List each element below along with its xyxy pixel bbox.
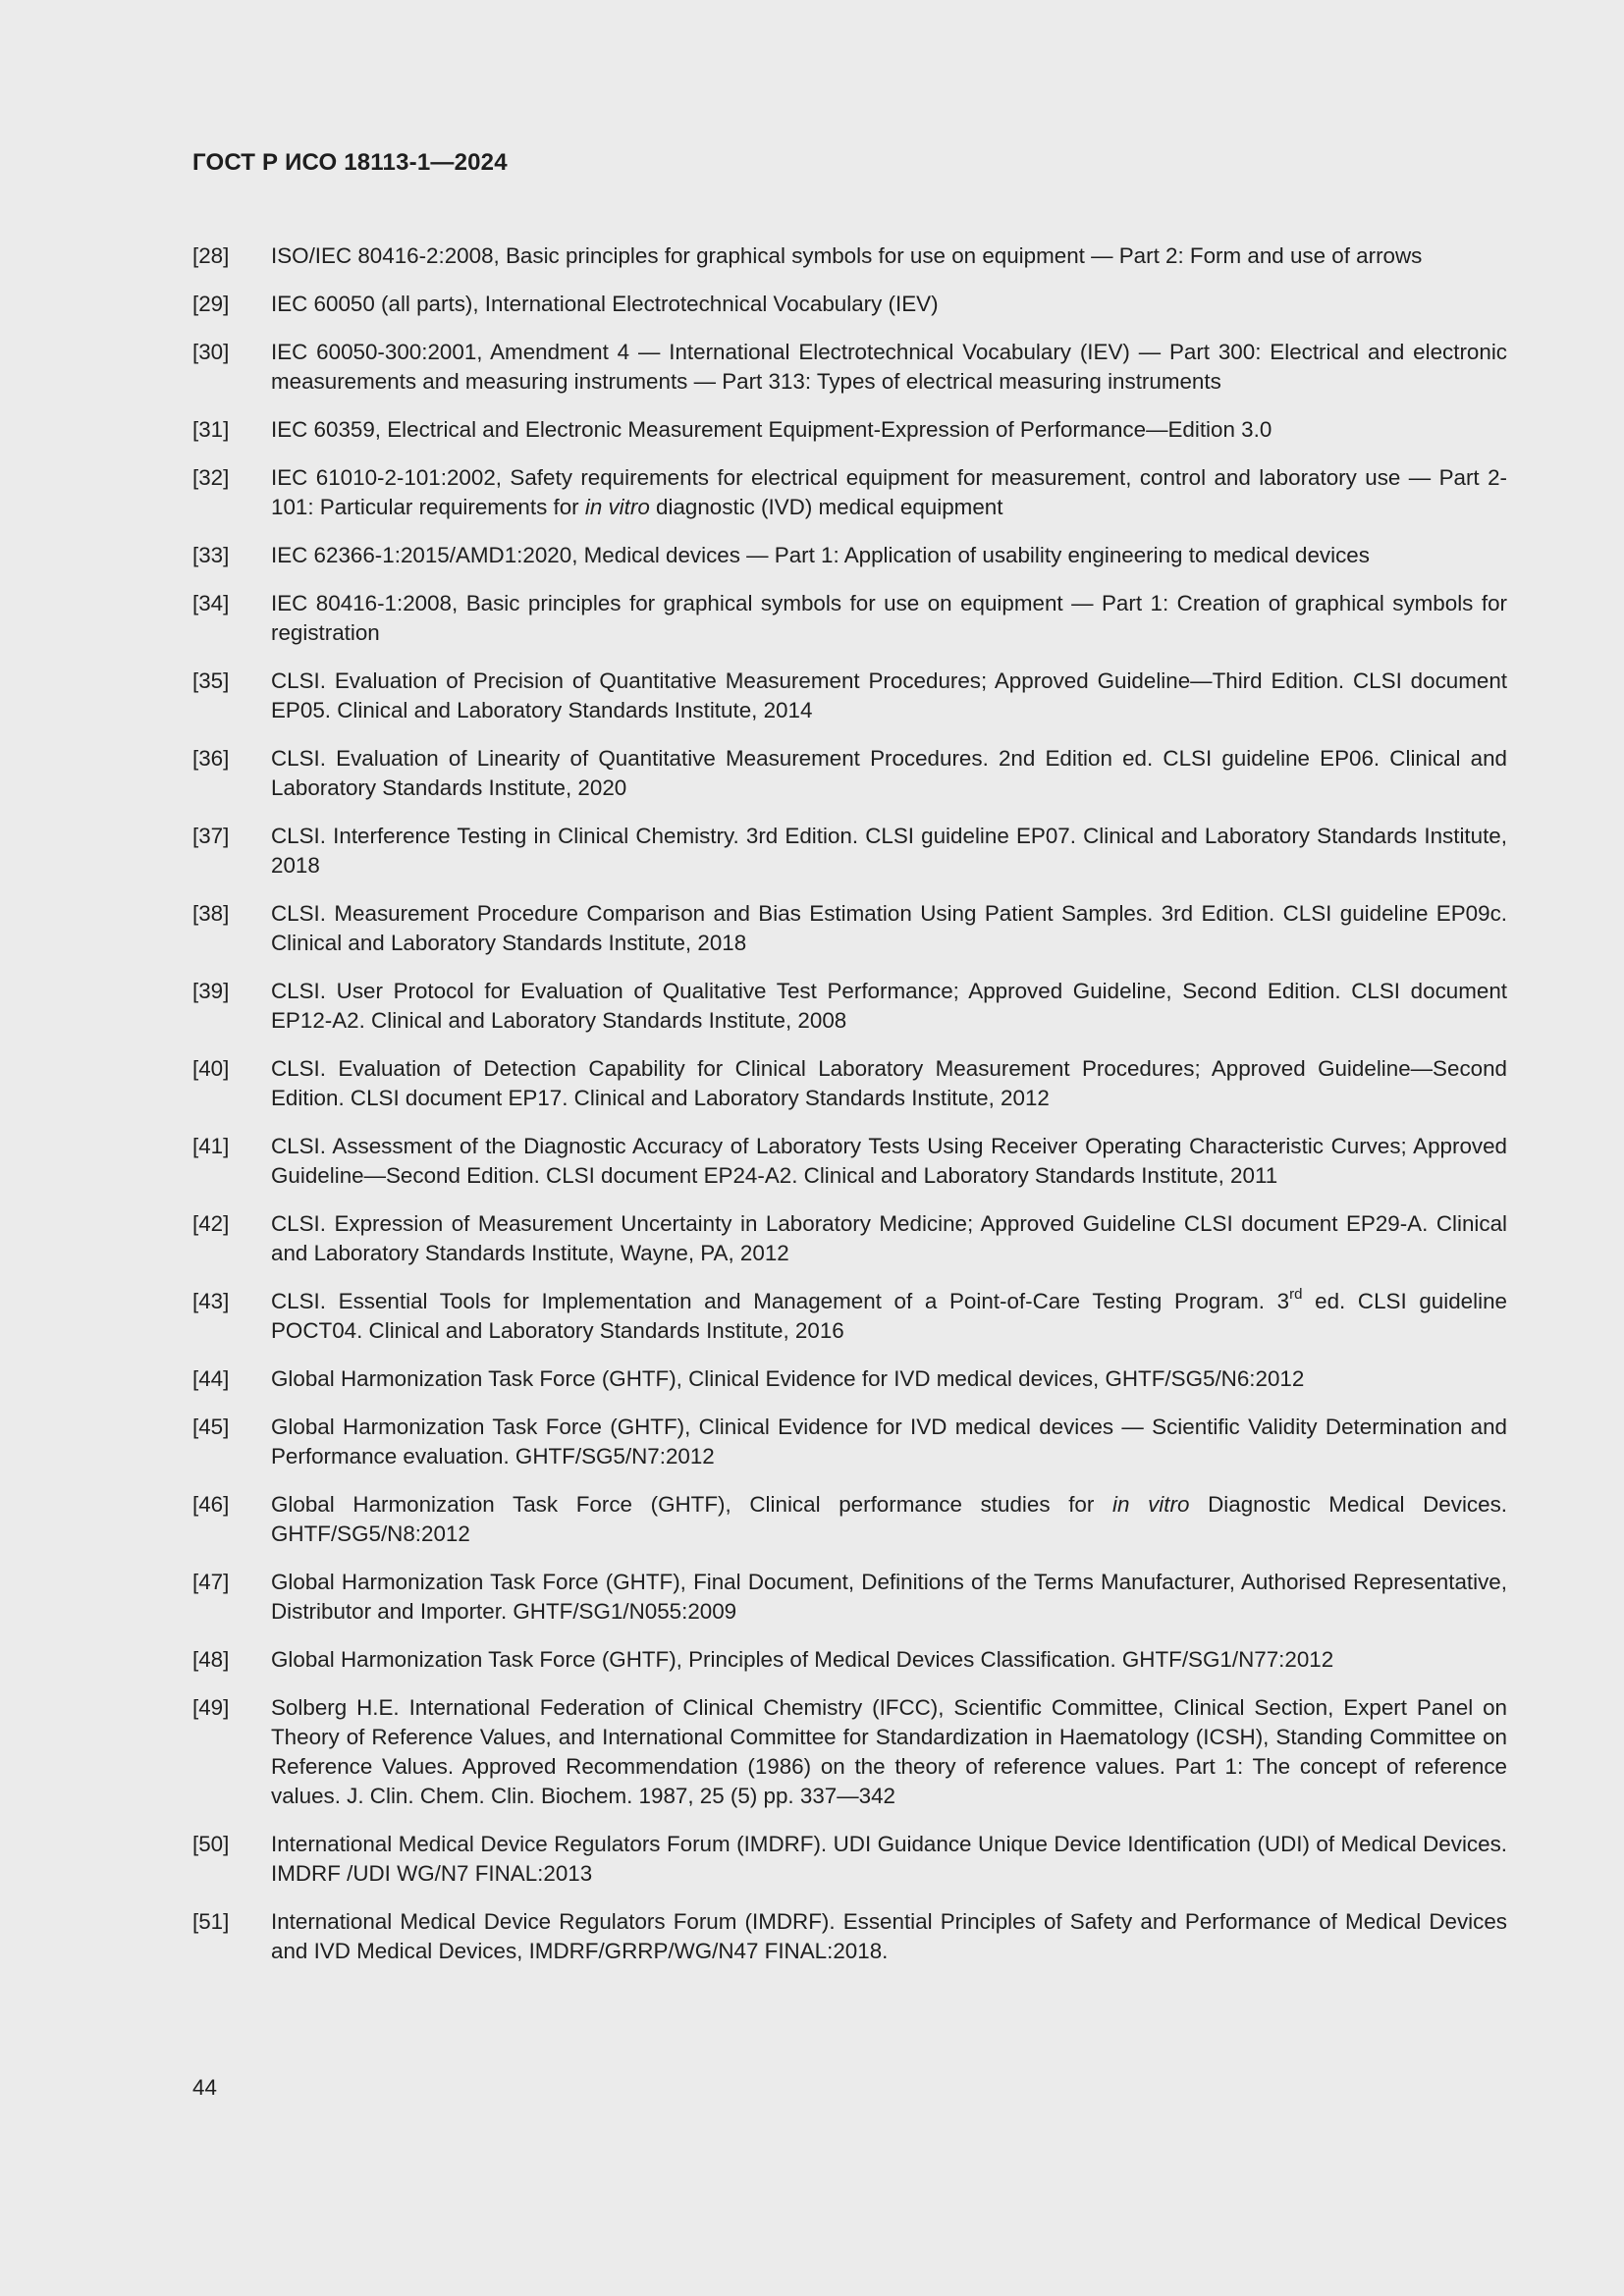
reference-number: [40] bbox=[192, 1056, 230, 1081]
reference-number: [28] bbox=[192, 243, 230, 268]
reference-entry bbox=[192, 1287, 1507, 1346]
reference-text-segment: in vitro bbox=[584, 495, 650, 519]
reference-entry bbox=[192, 977, 1507, 1036]
reference-entry bbox=[192, 1490, 1507, 1549]
reference-number: [32] bbox=[192, 465, 230, 490]
reference-text bbox=[271, 1490, 1507, 1549]
reference-text-segment: ISO/IEC 80416-2:2008, Basic principles for graphical symbols for use on equipment — Part 2: Form and use of arrows bbox=[271, 243, 1423, 268]
reference-text bbox=[271, 899, 1507, 958]
reference-entry bbox=[192, 589, 1507, 648]
reference-text-segment: Solberg H.E. International Federation of Clinical Chemistry (IFCC), Scientific Committee, Clinical Section, Expert Panel on Theory of Reference Values, and International Committee for Standardization in Haematology (ICSH), Standing Committee on Reference Values. Approved Recommendation (1986) on the theory of reference values. Part 1: The concept of reference values. J. Clin. Chem. Clin. Biochem. 1987, 25 (5) pp. 337—342 bbox=[271, 1695, 1507, 1808]
reference-text-segment: Global Harmonization Task Force (GHTF), Final Document, Definitions of the Terms Manufacturer, Authorised Representative, Distributor and Importer. GHTF/SG1/N055:2009 bbox=[271, 1570, 1507, 1624]
reference-text bbox=[271, 1645, 1507, 1675]
reference-entry bbox=[192, 1907, 1507, 1966]
reference-text-segment: diagnostic (IVD) medical equipment bbox=[649, 495, 1003, 519]
reference-entry bbox=[192, 1693, 1507, 1811]
reference-text bbox=[271, 463, 1507, 522]
reference-number: [34] bbox=[192, 591, 230, 615]
reference-number: [31] bbox=[192, 417, 230, 442]
reference-text-segment: CLSI. Evaluation of Precision of Quantitative Measurement Procedures; Approved Guideline—Third Edition. CLSI document EP05. Clinical and Laboratory Standards Institute, 2014 bbox=[271, 668, 1507, 722]
reference-text-segment: International Medical Device Regulators Forum (IMDRF). Essential Principles of Safety and Performance of Medical Devices and IVD Medical Devices, IMDRF/GRRP/WG/N47 FINAL:2018. bbox=[271, 1909, 1507, 1963]
reference-text-segment: IEC 60359, Electrical and Electronic Measurement Equipment-Expression of Performance—Edition 3.0 bbox=[271, 417, 1272, 442]
reference-text-segment: CLSI. User Protocol for Evaluation of Qualitative Test Performance; Approved Guideline, Second Edition. CLSI document EP12-A2. Clinical and Laboratory Standards Institute, 2008 bbox=[271, 979, 1507, 1033]
reference-number: [29] bbox=[192, 292, 230, 316]
reference-number: [36] bbox=[192, 746, 230, 771]
reference-entry bbox=[192, 1132, 1507, 1191]
reference-entry bbox=[192, 667, 1507, 725]
reference-text bbox=[271, 589, 1507, 648]
reference-text bbox=[271, 1568, 1507, 1627]
reference-text-segment: CLSI. Expression of Measurement Uncertainty in Laboratory Medicine; Approved Guideline CLSI document EP29-A. Clinical and Laboratory Standards Institute, Wayne, PA, 2012 bbox=[271, 1211, 1507, 1265]
reference-entry bbox=[192, 338, 1507, 397]
reference-number: [48] bbox=[192, 1647, 230, 1672]
reference-text bbox=[271, 1907, 1507, 1966]
reference-text-segment: ed. CLSI guideline POCT04. Clinical and Laboratory Standards Institute, 2016 bbox=[271, 1289, 1507, 1343]
reference-entry bbox=[192, 1413, 1507, 1471]
reference-text-segment: CLSI. Interference Testing in Clinical Chemistry. 3rd Edition. CLSI guideline EP07. Clinical and Laboratory Standards Institute, 2018 bbox=[271, 824, 1507, 878]
reference-text bbox=[271, 1287, 1507, 1346]
reference-text bbox=[271, 1693, 1507, 1811]
reference-text-segment: CLSI. Essential Tools for Implementation and Management of a Point-of-Care Testing Program. 3 bbox=[271, 1289, 1290, 1313]
reference-text bbox=[271, 977, 1507, 1036]
reference-number: [44] bbox=[192, 1366, 230, 1391]
reference-text-segment: CLSI. Assessment of the Diagnostic Accuracy of Laboratory Tests Using Receiver Operating Characteristic Curves; Approved Guideline—Second Edition. CLSI document EP24-A2. Clinical and Laboratory Standards Institute, 2011 bbox=[271, 1134, 1507, 1188]
reference-text-segment: Global Harmonization Task Force (GHTF), Clinical Evidence for IVD medical devices — Scientific Validity Determination and Performance evaluation. GHTF/SG5/N7:2012 bbox=[271, 1415, 1507, 1468]
reference-entry bbox=[192, 1054, 1507, 1113]
reference-number: [49] bbox=[192, 1695, 230, 1720]
reference-text-segment: IEC 61010-2-101:2002, Safety requirements for electrical equipment for measurement, control and laboratory use — Part 2-101: Particular requirements for bbox=[271, 465, 1507, 519]
reference-text bbox=[271, 667, 1507, 725]
reference-text-segment: IEC 62366-1:2015/AMD1:2020, Medical devices — Part 1: Application of usability engineering to medical devices bbox=[271, 543, 1370, 567]
reference-number: [42] bbox=[192, 1211, 230, 1236]
reference-text bbox=[271, 415, 1507, 445]
reference-text bbox=[271, 1413, 1507, 1471]
reference-text-segment: IEC 80416-1:2008, Basic principles for graphical symbols for use on equipment — Part 1: Creation of graphical symbols for registration bbox=[271, 591, 1507, 645]
reference-text bbox=[271, 1132, 1507, 1191]
reference-text-segment: CLSI. Measurement Procedure Comparison and Bias Estimation Using Patient Samples. 3rd Edition. CLSI guideline EP09c. Clinical and Laboratory Standards Institute, 2018 bbox=[271, 901, 1507, 955]
reference-entry bbox=[192, 1645, 1507, 1675]
reference-number: [39] bbox=[192, 979, 230, 1003]
reference-entry bbox=[192, 290, 1507, 319]
reference-number: [38] bbox=[192, 901, 230, 926]
reference-text-segment: Global Harmonization Task Force (GHTF), Clinical Evidence for IVD medical devices, GHTF/SG5/N6:2012 bbox=[271, 1366, 1305, 1391]
reference-number: [51] bbox=[192, 1909, 230, 1934]
reference-text bbox=[271, 744, 1507, 803]
document-header: ГОСТ Р ИСО 18113-1—2024 bbox=[192, 149, 508, 176]
reference-number: [50] bbox=[192, 1832, 230, 1856]
reference-text bbox=[271, 290, 1507, 319]
reference-text bbox=[271, 1364, 1507, 1394]
reference-number: [35] bbox=[192, 668, 230, 693]
reference-entry bbox=[192, 1568, 1507, 1627]
reference-entry bbox=[192, 822, 1507, 881]
reference-text-segment: CLSI. Evaluation of Detection Capability for Clinical Laboratory Measurement Procedures; Approved Guideline—Second Edition. CLSI document EP17. Clinical and Laboratory Standards Institute, 2012 bbox=[271, 1056, 1507, 1110]
reference-text-segment: CLSI. Evaluation of Linearity of Quantitative Measurement Procedures. 2nd Edition ed. CLSI guideline EP06. Clinical and Laboratory Standards Institute, 2020 bbox=[271, 746, 1507, 800]
reference-entry bbox=[192, 463, 1507, 522]
reference-entry bbox=[192, 541, 1507, 570]
reference-number: [37] bbox=[192, 824, 230, 848]
reference-text-segment: IEC 60050 (all parts), International Electrotechnical Vocabulary (IEV) bbox=[271, 292, 939, 316]
reference-number: [33] bbox=[192, 543, 230, 567]
reference-number: [30] bbox=[192, 340, 230, 364]
page-number: 44 bbox=[192, 2075, 217, 2100]
reference-number: [45] bbox=[192, 1415, 230, 1439]
reference-text bbox=[271, 338, 1507, 397]
reference-number: [47] bbox=[192, 1570, 230, 1594]
reference-entry bbox=[192, 415, 1507, 445]
reference-entry bbox=[192, 1830, 1507, 1889]
reference-number: [41] bbox=[192, 1134, 230, 1158]
reference-entry bbox=[192, 1364, 1507, 1394]
reference-text-segment: Global Harmonization Task Force (GHTF), Clinical performance studies for bbox=[271, 1492, 1113, 1517]
reference-number: [46] bbox=[192, 1492, 230, 1517]
reference-text-segment: in vitro bbox=[1112, 1492, 1190, 1517]
reference-text-segment: Global Harmonization Task Force (GHTF), Principles of Medical Devices Classification. GHTF/SG1/N77:2012 bbox=[271, 1647, 1334, 1672]
reference-entry bbox=[192, 744, 1507, 803]
reference-text bbox=[271, 1830, 1507, 1889]
reference-number: [43] bbox=[192, 1289, 230, 1313]
reference-text bbox=[271, 241, 1507, 271]
reference-text-segment: rd bbox=[1289, 1285, 1303, 1303]
reference-entry bbox=[192, 241, 1507, 271]
reference-text bbox=[271, 822, 1507, 881]
reference-text-segment: International Medical Device Regulators Forum (IMDRF). UDI Guidance Unique Device Identification (UDI) of Medical Devices. IMDRF /UDI WG/N7 FINAL:2013 bbox=[271, 1832, 1507, 1886]
reference-text bbox=[271, 1209, 1507, 1268]
reference-text bbox=[271, 541, 1507, 570]
reference-text-segment: Diagnostic Medical Devices. GHTF/SG5/N8:2012 bbox=[271, 1492, 1507, 1546]
reference-text bbox=[271, 1054, 1507, 1113]
bibliography-list bbox=[192, 241, 1507, 1985]
reference-text-segment: IEC 60050-300:2001, Amendment 4 — International Electrotechnical Vocabulary (IEV) — Part 300: Electrical and electronic measurements and measuring instruments — Part 313: Types of electrical measuring instruments bbox=[271, 340, 1507, 394]
reference-entry bbox=[192, 899, 1507, 958]
reference-entry bbox=[192, 1209, 1507, 1268]
